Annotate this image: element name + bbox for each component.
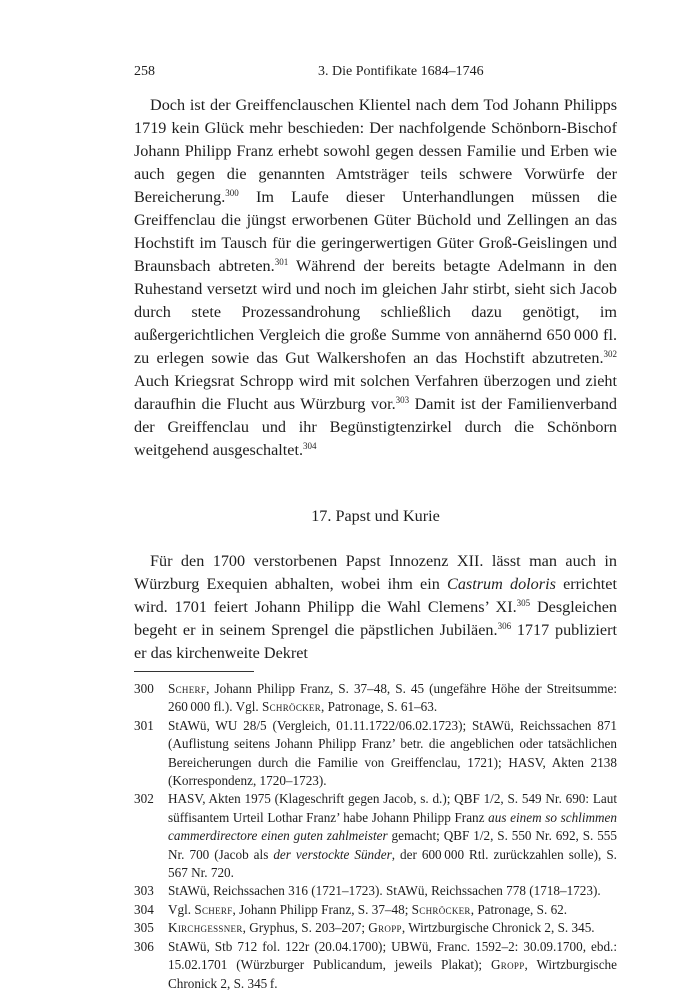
italic-quote: der verstockte Sünder (273, 846, 392, 862)
text-segment: Desgleichen begeht er in seinem Sprengel die päpstlichen Jubiläen. (134, 598, 617, 639)
footnote-text (168, 790, 617, 882)
footnote-text (168, 901, 617, 919)
body-paragraph-1 (134, 94, 617, 462)
author-name: Gropp (368, 920, 402, 936)
body-paragraph-2 (134, 550, 617, 665)
text-segment: Vgl. (168, 901, 195, 917)
author-name: Scherf (168, 681, 207, 696)
text-segment: HASV, Akten 1975 (Klageschrift gegen Jacob, s. d.); QBF 1/2, S. 549 Nr. 690: Laut süffisantem Urteil Lothar Franz’ habe Johann Philipp Franz (168, 791, 617, 825)
footnote-text (168, 938, 617, 993)
text-segment: , Johann Philipp Franz, S. 37–48, S. 45 (ungefähre Höhe der Streitsumme: 260 000 fl.). Vgl. (168, 681, 617, 715)
footnote-number: 305 (134, 920, 154, 936)
footnote-number: 306 (134, 938, 154, 954)
text-segment: Für den 1700 verstorbenen Papst Innozenz XII. lässt man auch in Würzburg Exequien abhalten, wobei ihm ein (134, 552, 617, 593)
text-segment: , Wirtzburgische Chronick 2, S. 345 f. (168, 957, 617, 991)
footnote-number: 302 (134, 791, 154, 807)
section-running-title: 3. Die Pontifikate 1684–1746 (318, 64, 484, 79)
footnote-306 (134, 938, 617, 993)
footnote-ref: 303 (395, 395, 410, 405)
running-head (134, 64, 617, 86)
text-segment: Doch ist der Greiffenclauschen Klientel nach dem Tod Johann Philipps 1719 kein Glück mehr beschieden: Der nachfolgende Schönborn-Bischof Johann Philipp Franz erhebt sowohl gegen dessen Familie und Erben wie auch gegen die genannten Amtsträger teils schwere Vorwürfe der Bereicherung. (134, 96, 617, 206)
footnote-text (168, 680, 617, 717)
text-segment: errichtet wird. 1701 feiert Johann Philipp die Wahl Clemens’ XI. (134, 575, 617, 616)
footnote-ref: 306 (497, 621, 512, 631)
page-number: 258 (134, 64, 155, 79)
footnote-303 (134, 882, 617, 900)
footnote-text: StAWü, Reichssachen 316 (1721–1723). StAWü, Reichssachen 778 (1718–1723). (168, 883, 601, 899)
text-segment: 1717 publiziert er das kirchenweite Dekret (134, 621, 617, 662)
text-segment: , Patronage, S. 62. (470, 901, 568, 917)
footnote-number: 301 (134, 717, 154, 733)
text-segment: , Patronage, S. 61–63. (321, 699, 438, 715)
footnotes (134, 680, 617, 993)
footnote-ref: 302 (603, 349, 617, 359)
author-name: Kirchgessner (168, 920, 243, 936)
italic-term: Castrum doloris (447, 575, 556, 593)
footnote-number: 304 (134, 901, 154, 917)
text-segment: , Gryphus, S. 203–207; (242, 920, 369, 936)
footnote-305 (134, 919, 617, 937)
author-name: Gropp (490, 957, 525, 973)
italic-quote: aus einem so schlimmen cammerdirectore einen guten zahlmeister (168, 809, 617, 844)
footnote-304 (134, 901, 617, 919)
book-page (134, 64, 617, 993)
text-segment: , der 600 000 Rtl. zurückzahlen solle), S. 567 Nr. 720. (168, 846, 617, 881)
author-name: Scherf (194, 901, 233, 917)
footnote-302 (134, 790, 617, 882)
section-heading: 17. Papst und Kurie (311, 507, 440, 525)
text-segment: gemacht; QBF 1/2, S. 550 Nr. 692, S. 555 Nr. 700 (Jacob als (168, 828, 617, 862)
text-segment: Im Laufe dieser Unterhandlungen müssen die Greiffenclau die jüngst erworbenen Güter Büchold und Zellingen an das Hochstift im Tausch für die geringerwertigen Güter Groß-Geislingen und Braunsbach abtreten. (134, 188, 617, 275)
author-name: Schröcker (411, 901, 471, 917)
author-name: Schröcker (261, 699, 322, 715)
footnote-301 (134, 717, 617, 791)
footnote-ref: 305 (516, 598, 531, 608)
footnote-300 (134, 680, 617, 717)
footnote-separator (134, 671, 254, 672)
footnote-text (168, 919, 617, 937)
footnote-ref: 304 (303, 441, 317, 451)
footnote-ref: 300 (225, 188, 239, 198)
text-segment: , Johann Philipp Franz, S. 37–48; (232, 901, 412, 917)
text-segment: StAWü, Stb 712 fol. 122r (20.04.1700); UBWü, Franc. 1592–2: 30.09.1700, ebd.: 15.02.1701 (Würzburger Publicandum, jeweils Plakat); (168, 938, 617, 973)
text-segment: , Wirtzburgische Chronick 2, S. 345. (401, 920, 595, 936)
footnote-number: 300 (134, 681, 154, 696)
footnote-ref: 301 (274, 257, 289, 267)
text-segment: Auch Kriegsrat Schropp wird mit solchen Verfahren überzogen und zieht daraufhin die Flucht aus Würzburg vor. (134, 372, 617, 413)
footnote-text: StAWü, WU 28/5 (Vergleich, 01.11.1722/06.02.1723); StAWü, Reichssachen 871 (Auflistung seitens Johann Philipp Franz’ betr. die angeblichen oder tatsächlichen Bereicherungen durch die Familie von Greiffenclau, 1721); HASV, Akten 2138 (Korrespondenz, 1720–1723). (168, 717, 617, 789)
text-segment: Damit ist der Familienverband der Greiffenclau und ihr Begünstigtenzirkel durch die Schönborn weitgehend ausgeschaltet. (134, 395, 618, 459)
text-segment: Während der bereits betagte Adelmann in den Ruhestand versetzt wird und noch im gleichen Jahr stirbt, sieht sich Jacob durch stete Prozessandrohung schließlich dazu genötigt, im außergerichtlichen Vergleich die große Summe von annähernd 650 000 fl. zu erlegen sowie das Gut Walkershofen an das Hochstift abzutreten. (134, 257, 617, 367)
footnote-number: 303 (134, 883, 154, 899)
